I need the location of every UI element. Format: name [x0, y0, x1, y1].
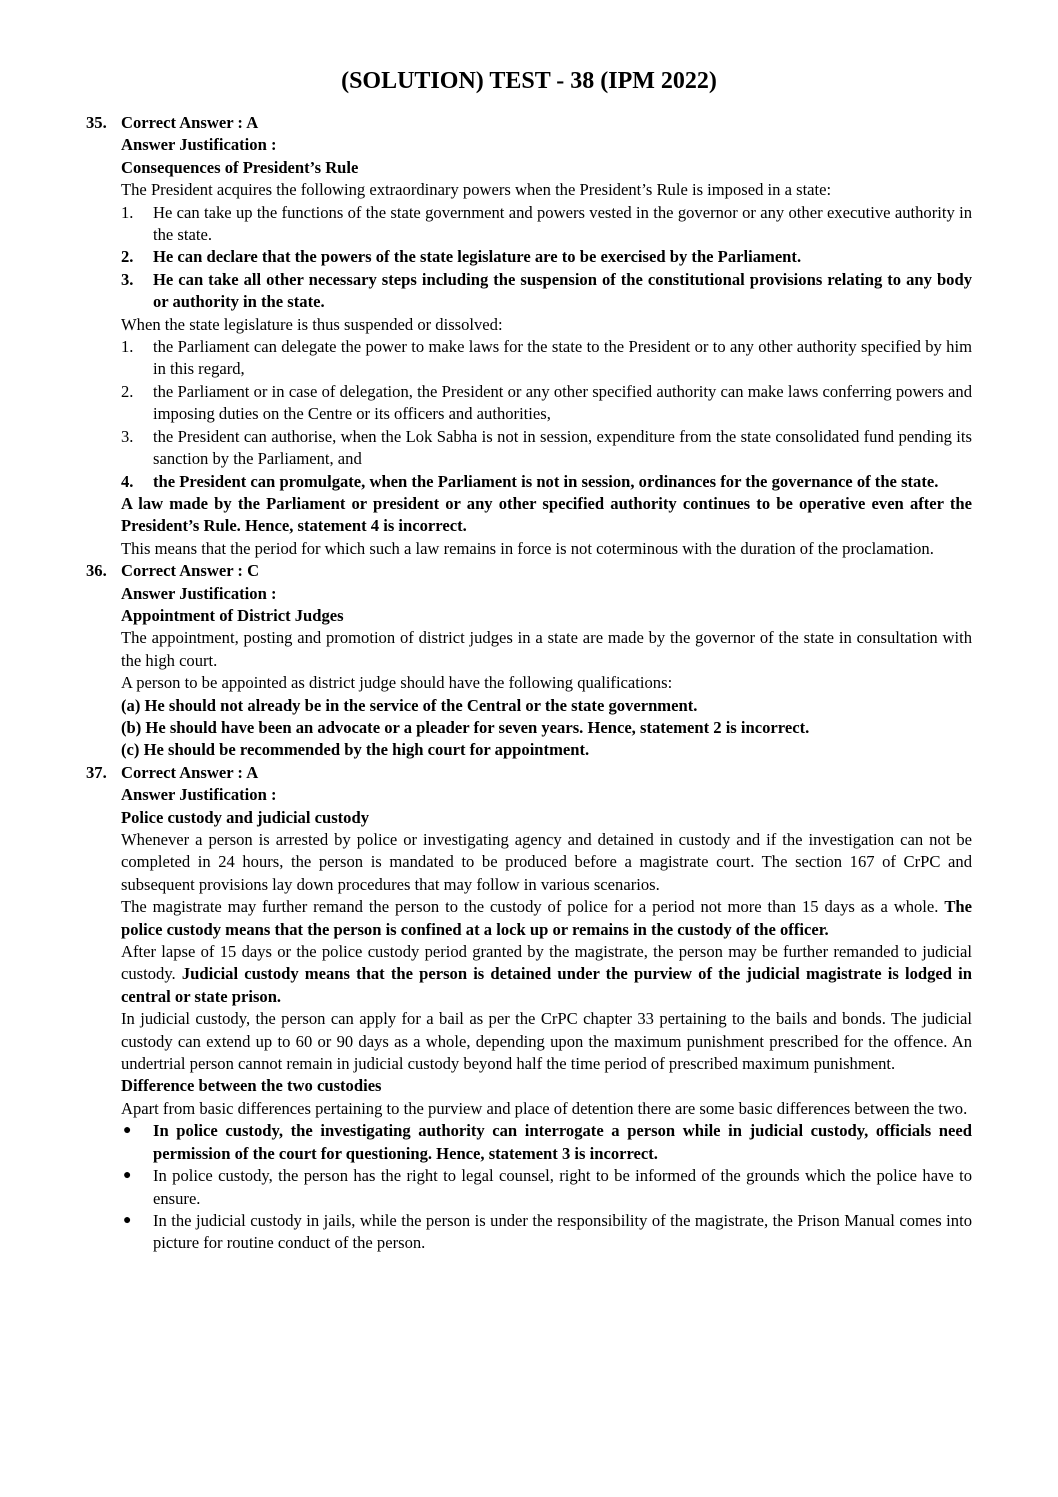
q37-para-3 — [121, 941, 972, 1008]
page-title: (SOLUTION) TEST - 38 (IPM 2022) — [341, 68, 717, 94]
document-content — [86, 112, 972, 1255]
q36-correct-answer: Correct Answer : C — [121, 561, 260, 581]
list-marker: 2. — [121, 247, 134, 267]
list-item — [121, 246, 972, 268]
list-marker: 3. — [121, 269, 134, 289]
list-text: He can declare that the powers of the state legislature are to be exercised by the Parliament. — [153, 247, 802, 267]
q37-para-5: Apart from basic differences pertaining to the purview and place of detention there are some basic differences between the two. — [121, 1098, 968, 1118]
q36-number: 36. — [86, 561, 107, 581]
list-text: the Parliament or in case of delegation, the President or any other specified authority can make laws conferring powers and imposing duties on the Centre or its officers and authorities, — [153, 381, 972, 424]
list-item — [121, 426, 972, 471]
q36-justification-label: Answer Justification : — [121, 583, 277, 603]
q37-answer-line — [86, 762, 972, 784]
q37-heading: Police custody and judicial custody — [121, 807, 370, 827]
para-bold-text: The police custody means that the person is confined at a lock up or remains in the custody of the officer. — [121, 897, 972, 939]
para-text: The magistrate may further remand the person to the custody of police for a period not more than 15 days as a whole. — [121, 897, 945, 917]
para-bold-text: Judicial custody means that the person is detained under the purview of the judicial magistrate is lodged in central or state prison. — [121, 964, 972, 1006]
list-item — [121, 336, 972, 381]
q37-correct-answer: Correct Answer : A — [121, 762, 259, 782]
q36-qualification: (b) He should have been an advocate or a pleader for seven years. Hence, statement 2 is incorrect. — [121, 717, 810, 737]
q35-intro: The President acquires the following extraordinary powers when the President’s Rule is imposed in a state: — [121, 180, 832, 200]
q37-justification-label: Answer Justification : — [121, 785, 277, 805]
q36-qualification: (a) He should not already be in the service of the Central or the state government. — [121, 695, 698, 715]
q37-para-2 — [121, 896, 972, 941]
q37-heading-2: Difference between the two custodies — [121, 1076, 382, 1096]
bullet-text: In police custody, the investigating authority can interrogate a person while in judicial custody, officials need permission of the court for questioning. Hence, statement 3 is incorrect. — [153, 1121, 972, 1163]
q35-closing: This means that the period for which such a law remains in force is not coterminous with the duration of the proclamation. — [121, 538, 934, 558]
question-36 — [86, 560, 972, 762]
q35-number: 35. — [86, 113, 107, 132]
question-35 — [86, 112, 972, 560]
q36-para-2: A person to be appointed as district judge should have the following qualifications: — [121, 673, 673, 693]
bullet-text: In the judicial custody in jails, while the person is under the responsibility of the magistrate, the Prison Manual comes into picture for routine conduct of the person. — [153, 1210, 972, 1253]
bullet-text: In police custody, the person has the right to legal counsel, right to be informed of the grounds which the police have to ensure. — [153, 1166, 972, 1208]
q35-conclusion: A law made by the Parliament or president or any other specified authority continues to be operative even after the President’s Rule. Hence, statement 4 is incorrect. — [121, 493, 972, 536]
q37-bullet-list — [121, 1120, 972, 1254]
list-item — [121, 269, 972, 314]
bullet-icon: ● — [123, 1212, 132, 1228]
q35-answer-line — [86, 112, 972, 134]
list-item — [121, 381, 972, 426]
bullet-icon: ● — [123, 1168, 132, 1184]
list-item — [121, 202, 972, 247]
q37-para-4: In judicial custody, the person can apply for a bail as per the CrPC chapter 33 pertaining to the bails and bonds. The judicial custody can extend up to 60 or 90 days as a whole, depending upon the maximum punishment prescribed for the offence. An undertrial person cannot remain in judicial custody beyond half the time period of prescribed maximum punishment. — [121, 1009, 972, 1074]
list-marker: 1. — [121, 337, 134, 357]
q37-para-1: Whenever a person is arrested by police or investigating agency and detained in custody and if the investigation can not be completed in 24 hours, the person is mandated to be produced before a magistrate court. The section 167 of CrPC and subsequent provisions lay down procedures that may follow in various scenarios. — [121, 830, 972, 894]
q35-correct-answer: Correct Answer : A — [121, 113, 259, 132]
bullet-item — [121, 1120, 972, 1165]
list-marker: 2. — [121, 381, 134, 401]
q35-legislature-list — [121, 336, 972, 493]
list-marker: 4. — [121, 471, 134, 491]
list-text: the President can promulgate, when the Parliament is not in session, ordinances for the governance of the state. — [153, 471, 939, 491]
question-37 — [86, 762, 972, 1255]
list-text: the President can authorise, when the Lok Sabha is not in session, expenditure from the state consolidated fund pending its sanction by the Parliament, and — [153, 426, 972, 469]
list-text: He can take all other necessary steps including the suspension of the constitutional provisions relating to any body or authority in the state. — [153, 269, 972, 312]
q37-number: 37. — [86, 762, 107, 782]
para-text: After lapse of 15 days or the police custody period granted by the magistrate, the person may be further remanded to judicial custody. — [121, 942, 972, 984]
q36-heading: Appointment of District Judges — [121, 605, 344, 625]
list-item — [121, 471, 972, 493]
q36-para-1: The appointment, posting and promotion of district judges in a state are made by the governor of the state in consultation with the high court. — [121, 628, 972, 670]
list-marker: 3. — [121, 426, 134, 446]
q35-heading: Consequences of President’s Rule — [121, 157, 359, 177]
bullet-item — [121, 1210, 972, 1255]
q35-powers-list — [121, 202, 972, 314]
q35-justification-label: Answer Justification : — [121, 135, 277, 155]
list-marker: 1. — [121, 202, 134, 222]
list-text: the Parliament can delegate the power to make laws for the state to the President or to any other authority specified by him in this regard, — [153, 337, 972, 379]
bullet-icon: ● — [123, 1123, 132, 1139]
bullet-item — [121, 1165, 972, 1210]
q35-intro-2: When the state legislature is thus suspended or dissolved: — [121, 314, 503, 334]
q36-qualification: (c) He should be recommended by the high court for appointment. — [121, 740, 590, 760]
q36-answer-line — [86, 560, 972, 582]
list-text: He can take up the functions of the state government and powers vested in the governor or any other executive authority in the state. — [153, 202, 972, 245]
